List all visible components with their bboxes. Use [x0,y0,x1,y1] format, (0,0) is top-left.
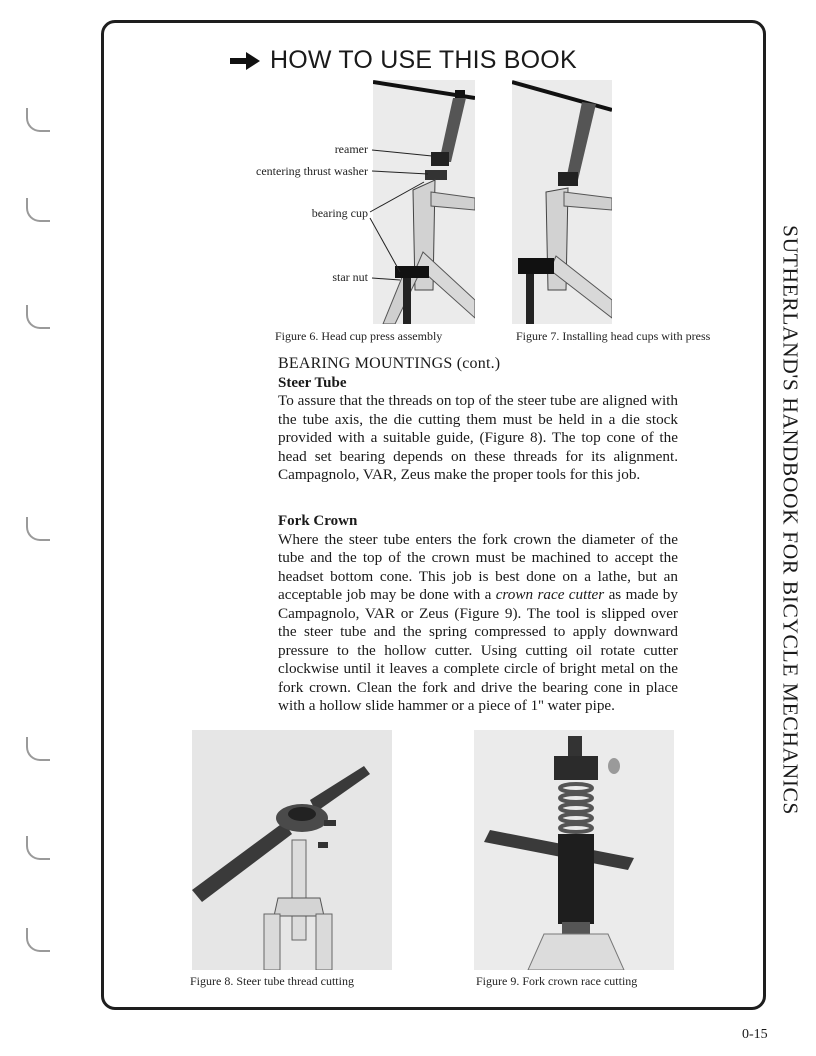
binder-hole [26,737,50,761]
callout-bearing-cup: bearing cup [311,206,368,220]
fork-crown-body-part2: as made by Campagnolo, VAR or Zeus (Figure 9). The tool is slipped over the steer tube and the spring compressed to apply downward pressure to the hollow cutter. Using cutting oil rotate cutter clockwise until it leaves a complete circle of bright metal on the fork crown. Clean the fork and drive the bearing cone in place with a hollow slide hammer or a piece of 1'' water pipe. [278,586,678,714]
binder-hole [26,108,50,132]
binder-hole [26,928,50,952]
fork-crown-body [278,531,678,716]
page-title [230,46,577,75]
steer-tube-heading: Steer Tube [278,374,347,391]
page-title-text: HOW TO USE THIS BOOK [270,46,577,74]
page-number: 0-15 [742,1027,768,1042]
callout-reamer: reamer [334,142,368,156]
figure-7-caption: Figure 7. Installing head cups with press [516,329,711,343]
figure-9-photo [474,730,674,970]
right-arrow-icon [230,52,260,70]
callout-centering-thrust-washer: centering thrust washer [256,164,368,178]
fork-crown-heading: Fork Crown [278,513,358,529]
crown-race-cutter-term: crown race cutter [495,586,605,603]
figure-7-photo [512,80,612,324]
binder-hole [26,305,50,329]
section-heading: BEARING MOUNTINGS (cont.) [278,355,501,372]
figure-9-caption: Figure 9. Fork crown race cutting [476,974,638,988]
figure-8-photo [192,730,392,970]
binder-hole [26,836,50,860]
steer-tube-body: To assure that the threads on top of the steer tube are aligned with the tube axis, the die cutting them must be held in a die stock provided with a suitable guide, (Figure 8). The top cone of the head set bearing depends on these threads for its alignment. Campagnolo, VAR, Zeus make the proper tools for this job. [278,392,678,483]
figure-8-caption: Figure 8. Steer tube thread cutting [190,974,354,988]
side-book-title [770,140,810,900]
binder-hole [26,198,50,222]
callout-star-nut: star nut [332,270,368,284]
callout-leader-lines [340,140,440,290]
binder-hole [26,517,50,541]
figure-6-caption: Figure 6. Head cup press assembly [275,329,443,343]
side-book-title-text: SUTHERLAND'S HANDBOOK FOR BICYCLE MECHANICS [778,225,803,815]
fork-crown-body-part1: Where the steer tube enters the fork crown the diameter of the tube and the top of the crown must be machined to accept the headset bottom cone. This job is best done on a lathe, but an acceptable job may be done with a [278,530,678,603]
